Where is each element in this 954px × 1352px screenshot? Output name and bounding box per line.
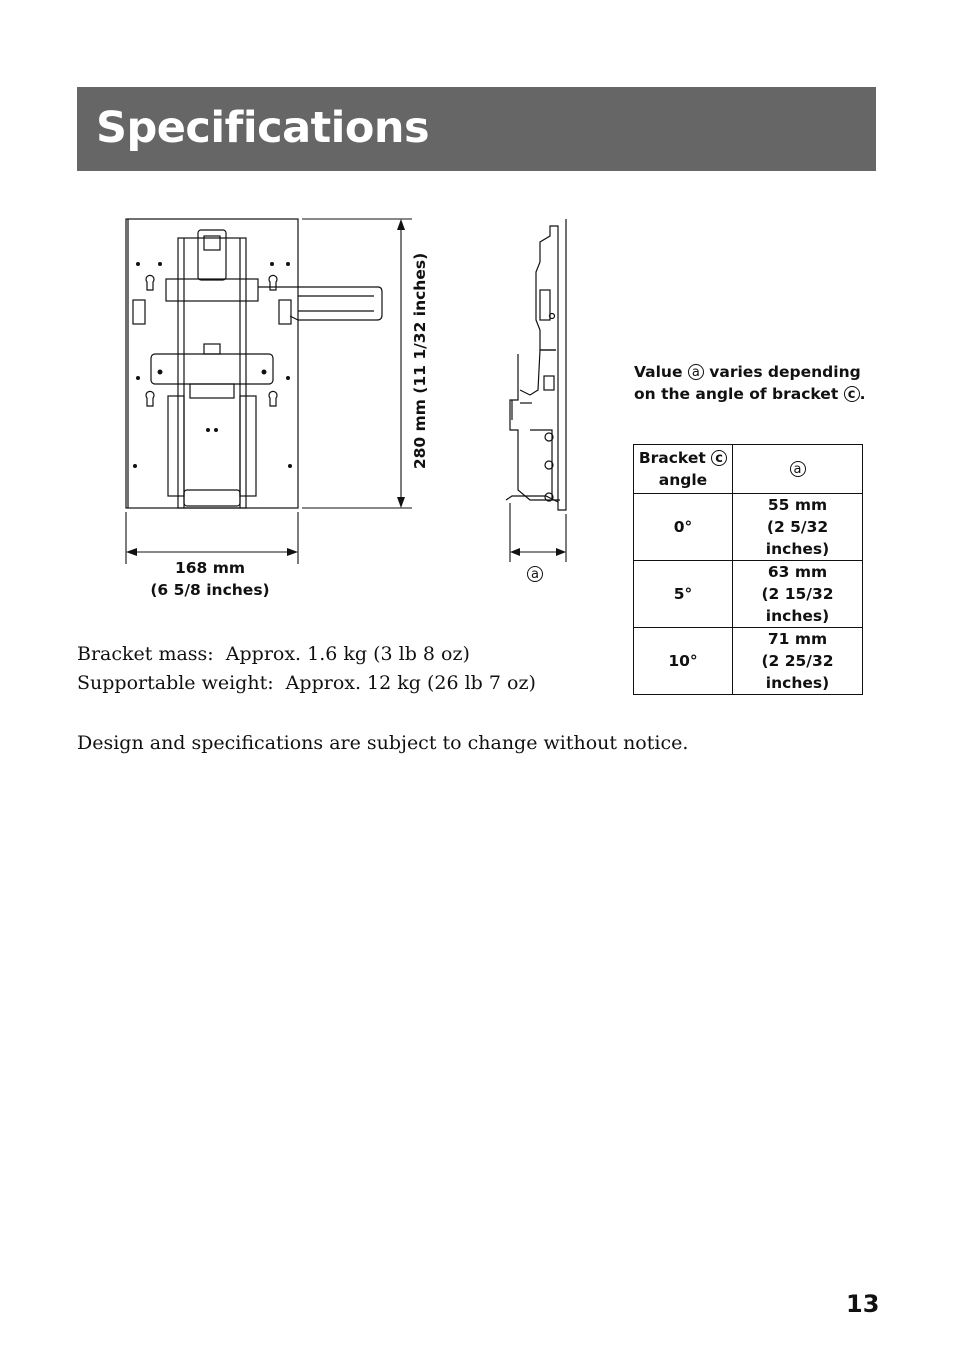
note-text-2: varies depending on the angle of bracket (634, 363, 861, 403)
width-dim-mm: 168 mm (174, 559, 246, 577)
note-c-marker: c (844, 386, 860, 402)
note-end: . (859, 385, 866, 403)
page-title: Specifications (96, 103, 430, 153)
value-cell: 63 mm (2 15/32 inches) (733, 561, 863, 628)
supportable-weight: Supportable weight: Approx. 12 kg (26 lb 7 oz) (77, 672, 536, 694)
width-dim-inches: (6 5/8 inches) (150, 581, 270, 599)
width-dimension-label (120, 557, 300, 601)
table-row (634, 494, 863, 561)
angle-cell: 0° (634, 494, 733, 561)
header-value-a (733, 445, 863, 494)
table-row (634, 628, 863, 695)
height-dimension-label: 280 mm (11 1/32 inches) (411, 252, 429, 470)
angle-cell: 5° (634, 561, 733, 628)
value-cell: 71 mm (2 25/32 inches) (733, 628, 863, 695)
header-c-marker: c (711, 450, 727, 466)
side-dimension-marker (527, 563, 543, 585)
note-a-marker: a (688, 364, 704, 380)
a-marker-circle: a (527, 566, 543, 582)
bracket-mass: Bracket mass: Approx. 1.6 kg (3 lb 8 oz) (77, 643, 470, 665)
angle-table (633, 444, 863, 695)
note-text-1: Value (634, 363, 683, 381)
header-bracket-angle: Bracket c angle (634, 445, 733, 494)
angle-note (634, 361, 874, 405)
header-a-marker: a (790, 461, 806, 477)
table-row (634, 561, 863, 628)
table-header-row (634, 445, 863, 494)
change-notice: Design and specifications are subject to change without notice. (77, 732, 689, 754)
page-number: 13 (846, 1290, 880, 1318)
value-cell: 55 mm (2 5/32 inches) (733, 494, 863, 561)
angle-cell: 10° (634, 628, 733, 695)
